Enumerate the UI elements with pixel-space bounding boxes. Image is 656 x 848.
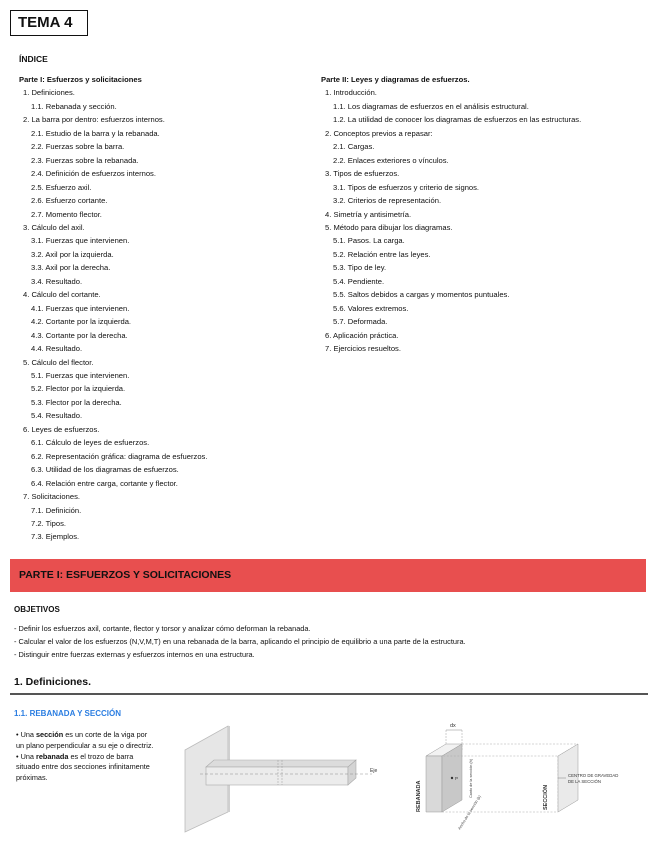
rebanada-label: REBANADA — [416, 780, 422, 812]
index-subchapter: 3.1. Tipos de esfuerzos y criterio de signos. — [333, 182, 480, 192]
index-subchapter: 5.6. Valores extremos. — [333, 303, 409, 313]
index-subchapter: 5.2. Relación entre las leyes. — [333, 249, 431, 259]
part1-title: Parte I: Esfuerzos y solicitaciones — [19, 75, 142, 84]
index-chapter: 1. Introducción. — [325, 88, 377, 98]
objetivos-title: OBJETIVOS — [14, 605, 60, 614]
index-chapter: 7. Solicitaciones. — [23, 492, 80, 502]
index-chapter: 3. Tipos de esfuerzos. — [325, 169, 400, 179]
index-chapter: 2. Conceptos previos a repasar: — [325, 128, 433, 138]
index-subchapter: 5.1. Pasos. La carga. — [333, 236, 405, 246]
eje-label: Eje — [370, 768, 378, 774]
subsection-title: 1.1. REBANADA Y SECCIÓN — [14, 709, 121, 718]
dx-label: dx — [450, 723, 456, 729]
bar-wall-figure — [180, 722, 390, 834]
index-chapter: 4. Simetría y antisimetría. — [325, 209, 412, 219]
index-subchapter: 7.3. Ejemplos. — [31, 532, 80, 542]
index-subchapter: 3.3. Axil por la derecha. — [31, 263, 111, 273]
index-subchapter: 2.7. Momento flector. — [31, 209, 102, 219]
index-subchapter: 6.4. Relación entre carga, cortante y flector. — [31, 478, 178, 488]
rebanada-seccion-figure — [408, 716, 656, 836]
index-subchapter: 3.1. Fuerzas que intervienen. — [31, 236, 130, 246]
part2-title: Parte II: Leyes y diagramas de esfuerzos. — [321, 75, 470, 84]
definition-text — [16, 730, 156, 784]
index-chapter: 4. Cálculo del cortante. — [23, 290, 101, 300]
index-subchapter: 5.5. Saltos debidos a cargas y momentos puntuales. — [333, 290, 510, 300]
index-chapter: 2. La barra por dentro: esfuerzos internos. — [23, 115, 165, 125]
objetivos-list — [14, 622, 634, 661]
index-subchapter: 5.4. Resultado. — [31, 411, 83, 421]
definition-seccion: • Una sección es un corte de la viga por un plano perpendicular a su eje o directriz. — [16, 730, 154, 750]
ancho-label: Ancho de la sección (b) — [457, 794, 482, 831]
index-subchapter: 4.1. Fuerzas que intervienen. — [31, 303, 130, 313]
tema-title: TEMA 4 — [10, 10, 88, 36]
index-chapter: 5. Cálculo del flector. — [23, 357, 94, 367]
indice-title: ÍNDICE — [19, 54, 48, 64]
index-subchapter: 6.3. Utilidad de los diagramas de esfuerzos. — [31, 465, 179, 475]
index-subchapter: 5.2. Flector por la izquierda. — [31, 384, 126, 394]
index-subchapter: 5.1. Fuerzas que intervienen. — [31, 370, 130, 380]
indice-part1 — [19, 73, 309, 544]
canto-label: Canto de la sección (h) — [469, 758, 473, 798]
index-subchapter: 4.3. Cortante por la derecha. — [31, 330, 128, 340]
objetivo-item: - Calcular el valor de los esfuerzos (N,V,M,T) en una rebanada de la barra, aplicando el principio de equilibrio a una parte de la estructura. — [14, 637, 466, 646]
index-subchapter: 2.6. Esfuerzo cortante. — [31, 196, 108, 206]
objetivo-item: - Distinguir entre fuerzas externas y esfuerzos internos en una estructura. — [14, 650, 255, 659]
part2-list — [321, 86, 651, 355]
index-subchapter: 5.7. Deformada. — [333, 317, 388, 327]
definiciones-title: 1. Definiciones. — [14, 676, 92, 688]
index-subchapter: 4.2. Cortante por la izquierda. — [31, 317, 132, 327]
index-subchapter: 7.2. Tipos. — [31, 518, 67, 528]
index-subchapter: 2.2. Enlaces exteriores o vínculos. — [333, 155, 449, 165]
index-subchapter: 3.2. Axil por la izquierda. — [31, 249, 114, 259]
index-chapter: 7. Ejercicios resueltos. — [325, 344, 401, 354]
index-chapter: 3. Cálculo del axil. — [23, 222, 85, 232]
index-subchapter: 5.3. Tipo de ley. — [333, 263, 387, 273]
index-subchapter: 7.1. Definición. — [31, 505, 82, 515]
index-chapter: 6. Leyes de esfuerzos. — [23, 424, 100, 434]
index-subchapter: 5.3. Flector por la derecha. — [31, 397, 122, 407]
section-banner: PARTE I: ESFUERZOS Y SOLICITACIONES — [10, 559, 646, 592]
index-subchapter: 2.4. Definición de esfuerzos internos. — [31, 169, 156, 179]
point-label: P — [455, 776, 459, 781]
index-chapter: 5. Método para dibujar los diagramas. — [325, 222, 453, 232]
seccion-label: SECCIÓN — [543, 784, 549, 810]
index-subchapter: 1.2. La utilidad de conocer los diagramas de esfuerzos en las estructuras. — [333, 115, 582, 125]
objetivo-item: - Definir los esfuerzos axil, cortante, flector y torsor y analizar cómo deforman la rebanada. — [14, 624, 311, 633]
centro-label-2: DE LA SECCIÓN — [568, 779, 601, 784]
index-subchapter: 2.3. Fuerzas sobre la rebanada. — [31, 155, 139, 165]
index-subchapter: 1.1. Los diagramas de esfuerzos en el análisis estructural. — [333, 101, 529, 111]
divider — [10, 693, 648, 695]
index-subchapter: 2.5. Esfuerzo axil. — [31, 182, 92, 192]
index-chapter: 1. Definiciones. — [23, 88, 75, 98]
index-subchapter: 2.2. Fuerzas sobre la barra. — [31, 142, 125, 152]
index-subchapter: 2.1. Cargas. — [333, 142, 375, 152]
indice-part2 — [321, 73, 651, 356]
index-subchapter: 2.1. Estudio de la barra y la rebanada. — [31, 128, 160, 138]
index-subchapter: 3.4. Resultado. — [31, 276, 83, 286]
index-subchapter: 1.1. Rebanada y sección. — [31, 101, 117, 111]
index-subchapter: 6.1. Cálculo de leyes de esfuerzos. — [31, 438, 150, 448]
index-chapter: 6. Aplicación práctica. — [325, 330, 399, 340]
part1-list — [19, 86, 309, 543]
definition-rebanada: • Una rebanada es el trozo de barra situado entre dos secciones infinitamente próximas. — [16, 751, 150, 783]
index-subchapter: 3.2. Criterios de representación. — [333, 196, 442, 206]
centro-label-1: CENTRO DE GRAVEDAD — [568, 773, 619, 778]
index-subchapter: 5.4. Pendiente. — [333, 276, 385, 286]
index-subchapter: 4.4. Resultado. — [31, 344, 83, 354]
index-subchapter: 6.2. Representación gráfica: diagrama de esfuerzos. — [31, 451, 208, 461]
